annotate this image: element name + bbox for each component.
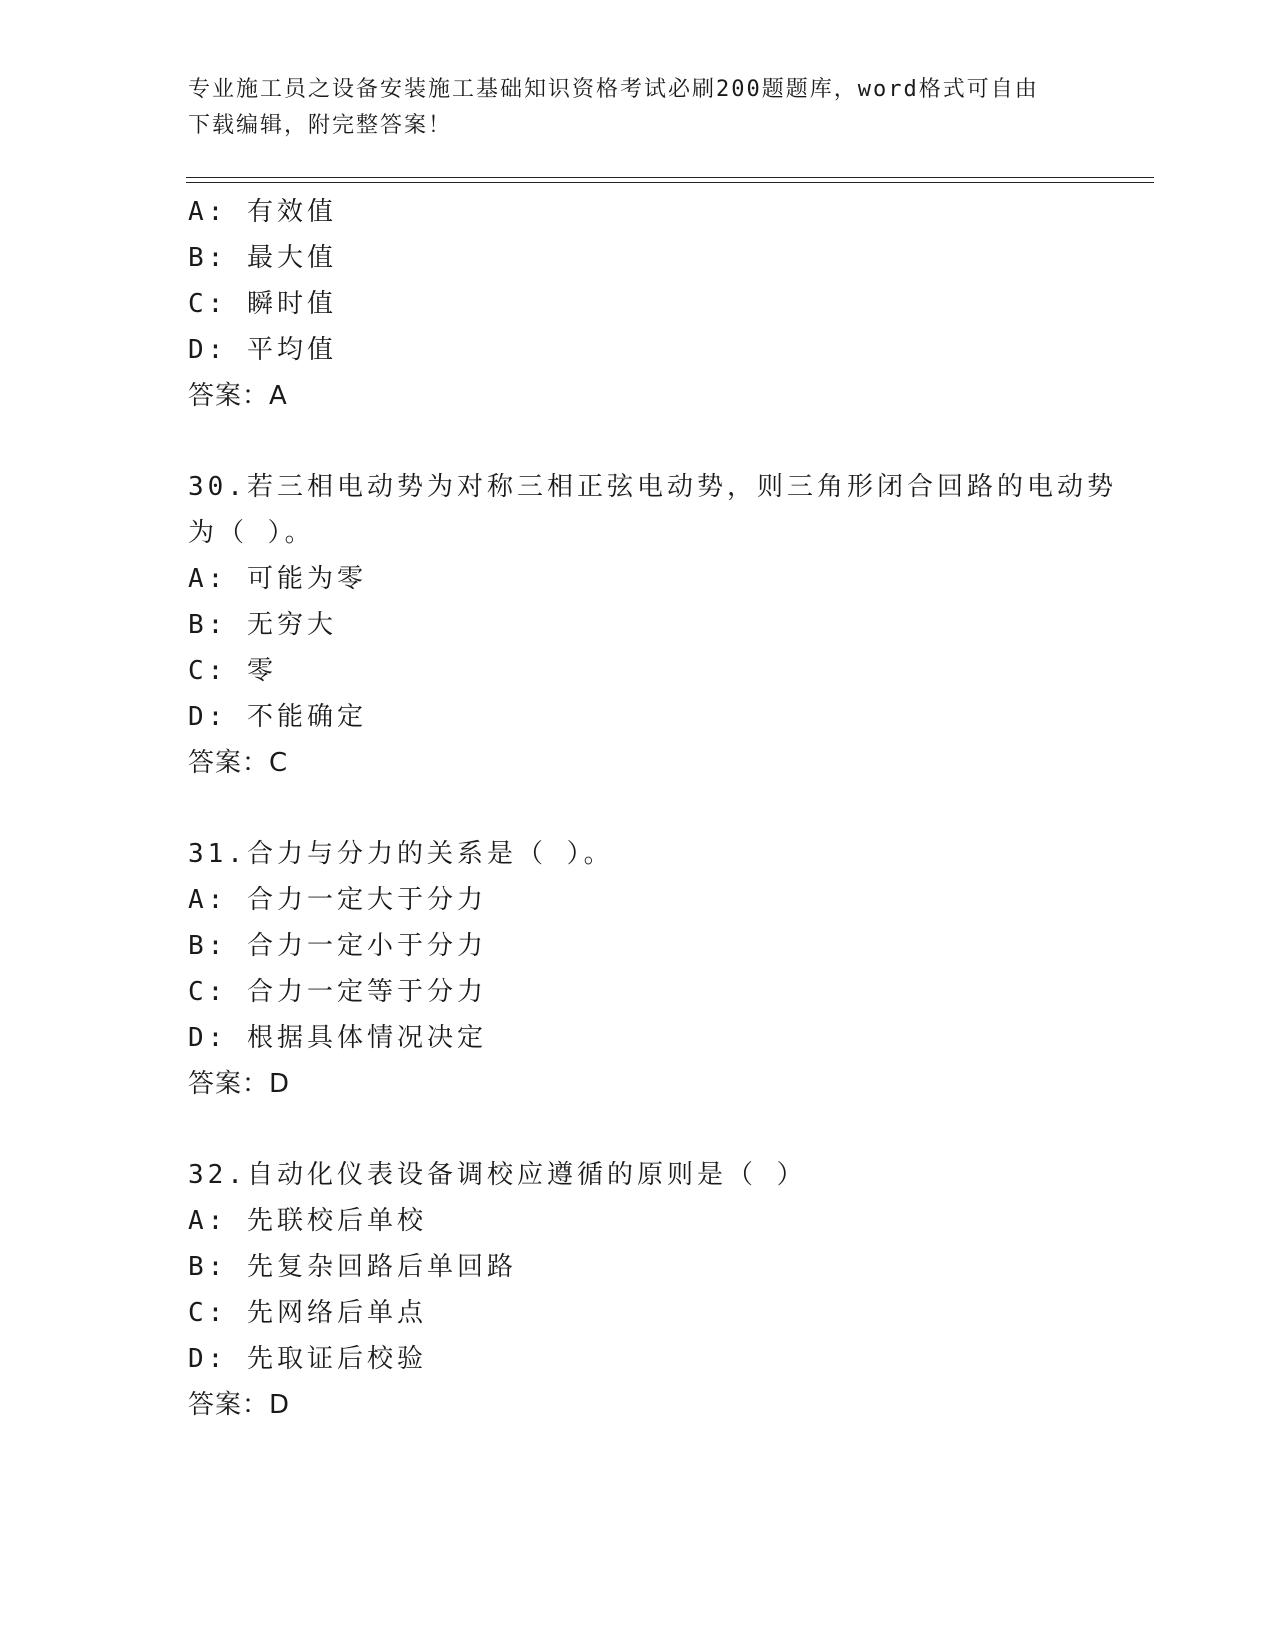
option-c	[188, 1290, 1088, 1336]
option-a	[188, 1198, 1088, 1244]
question-list	[188, 189, 1117, 1428]
option-key: D:	[188, 1344, 228, 1374]
option-key: A:	[188, 197, 228, 227]
option-text: 平均值	[246, 335, 337, 365]
option-text: 先取证后校验	[246, 1344, 427, 1374]
option-a	[188, 556, 1088, 602]
option-text: 有效值	[246, 197, 337, 227]
option-b	[188, 1244, 1088, 1290]
question-stem-line-2: 为（ ）。	[188, 518, 315, 548]
option-key: B:	[188, 243, 228, 273]
option-key: C:	[188, 1298, 228, 1328]
question-block-32	[188, 1152, 1088, 1428]
option-b	[188, 923, 1088, 969]
option-key: D:	[188, 702, 228, 732]
option-b	[188, 235, 1088, 281]
option-text: 先复杂回路后单回路	[246, 1252, 517, 1282]
option-key: D:	[188, 1023, 228, 1053]
option-text: 合力一定大于分力	[246, 885, 487, 915]
option-d	[188, 327, 1088, 373]
option-text: 根据具体情况决定	[246, 1023, 487, 1053]
option-text: 最大值	[246, 243, 337, 273]
header-title-line-1: 专业施工员之设备安装施工基础知识资格考试必刷200题题库，word格式可自由	[188, 77, 1039, 102]
question-block-30	[188, 464, 1117, 786]
option-key: A:	[188, 885, 228, 915]
option-b	[188, 602, 1088, 648]
option-a	[188, 189, 1088, 235]
header-divider-top	[186, 177, 1154, 178]
option-key: B:	[188, 1252, 228, 1282]
question-block-31	[188, 831, 1088, 1107]
answer-line: 答案：A	[188, 381, 288, 411]
option-text: 先联校后单校	[246, 1206, 427, 1236]
option-key: B:	[188, 931, 228, 961]
option-text: 合力一定小于分力	[246, 931, 487, 961]
option-d	[188, 694, 1088, 740]
answer-line: 答案：D	[188, 1069, 291, 1099]
option-key: A:	[188, 564, 228, 594]
answer-line: 答案：C	[188, 748, 289, 778]
option-c	[188, 969, 1088, 1015]
option-d	[188, 1015, 1088, 1061]
option-text: 无穷大	[246, 610, 337, 640]
option-key: D:	[188, 335, 228, 365]
option-text: 零	[246, 656, 277, 686]
question-stem-line-1: 32.自动化仪表设备调校应遵循的原则是（ ）	[188, 1160, 807, 1190]
question-stem-line-1: 30.若三相电动势为对称三相正弦电动势，则三角形闭合回路的电动势	[188, 472, 1117, 502]
question-stem-line-1: 31.合力与分力的关系是（ ）。	[188, 839, 614, 869]
option-c	[188, 648, 1088, 694]
option-c	[188, 281, 1088, 327]
answer-line: 答案：D	[188, 1390, 291, 1420]
option-key: B:	[188, 610, 228, 640]
spacer	[188, 1107, 1088, 1152]
option-a	[188, 877, 1088, 923]
question-block-continued	[188, 189, 1088, 419]
header-title-line-2: 下载编辑，附完整答案！	[188, 113, 453, 138]
option-text: 瞬时值	[246, 289, 337, 319]
option-key: C:	[188, 977, 228, 1007]
spacer	[188, 786, 1088, 831]
option-text: 先网络后单点	[246, 1298, 427, 1328]
document-header	[188, 72, 1088, 144]
option-key: C:	[188, 289, 228, 319]
option-d	[188, 1336, 1088, 1382]
option-text: 合力一定等于分力	[246, 977, 487, 1007]
option-text: 不能确定	[246, 702, 367, 732]
header-divider-bottom	[186, 182, 1154, 183]
option-key: C:	[188, 656, 228, 686]
spacer	[188, 419, 1088, 464]
option-text: 可能为零	[246, 564, 367, 594]
option-key: A:	[188, 1206, 228, 1236]
